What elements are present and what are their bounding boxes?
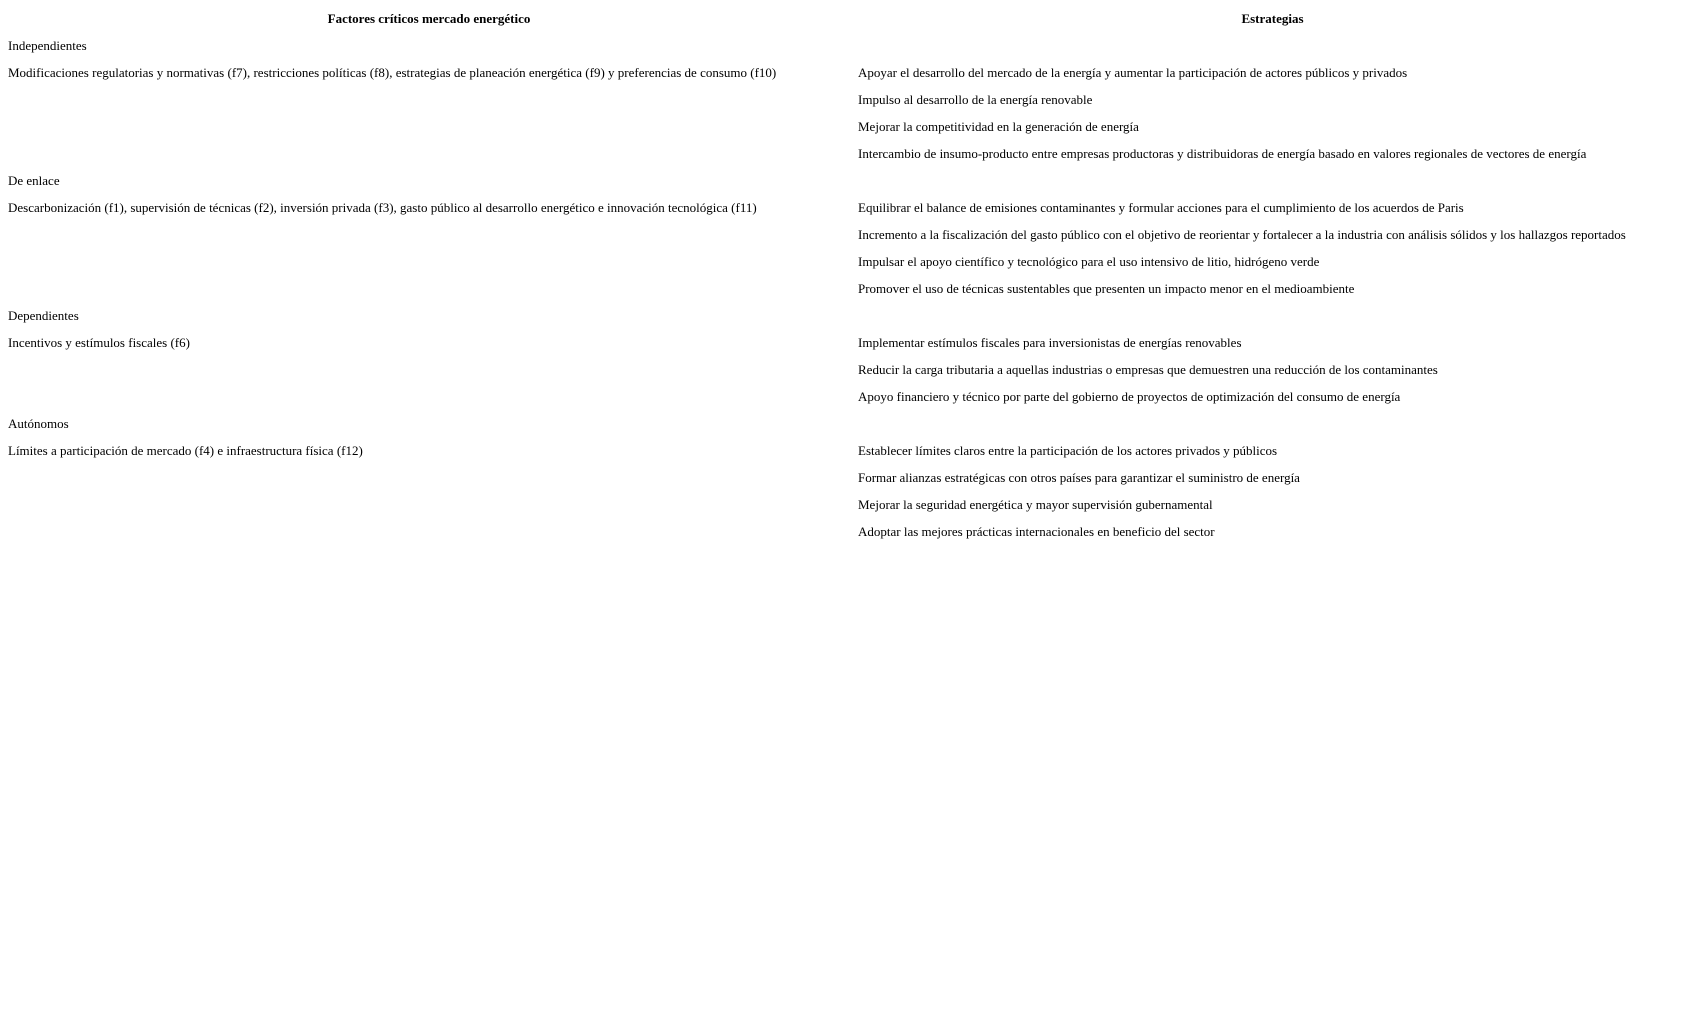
category-label: De enlace bbox=[8, 173, 60, 188]
table-row bbox=[0, 383, 1687, 410]
table-row bbox=[0, 275, 1687, 302]
table-row bbox=[0, 329, 1687, 356]
category-label: Autónomos bbox=[8, 416, 69, 431]
strategy-cell: Mejorar la seguridad energética y mayor supervisión gubernamental bbox=[858, 497, 1213, 512]
strategy-cell: Adoptar las mejores prácticas internacionales en beneficio del sector bbox=[858, 524, 1215, 539]
strategy-cell: Intercambio de insumo-producto entre empresas productoras y distribuidoras de energía basado en valores regionales de vectores de energía bbox=[858, 146, 1587, 161]
table-row bbox=[0, 356, 1687, 383]
strategy-cell: Mejorar la competitividad en la generación de energía bbox=[858, 119, 1139, 134]
factor-cell: Modificaciones regulatorias y normativas (f7), restricciones políticas (f8), estrategias de planeación energética (f9) y preferencias de consumo (f10) bbox=[8, 65, 777, 80]
strategies-table bbox=[0, 5, 1687, 545]
factor-cell: Incentivos y estímulos fiscales (f6) bbox=[8, 335, 190, 350]
strategy-cell: Equilibrar el balance de emisiones contaminantes y formular acciones para el cumplimiento de los acuerdos de Paris bbox=[858, 200, 1464, 215]
category-label: Independientes bbox=[8, 38, 87, 53]
header-strategies: Estrategias bbox=[1241, 11, 1304, 26]
table-row bbox=[0, 140, 1687, 167]
table-row bbox=[0, 491, 1687, 518]
strategy-cell: Impulso al desarrollo de la energía renovable bbox=[858, 92, 1093, 107]
table-row bbox=[0, 113, 1687, 140]
category-row bbox=[0, 410, 1687, 437]
table-row bbox=[0, 464, 1687, 491]
table-row bbox=[0, 518, 1687, 545]
category-row bbox=[0, 32, 1687, 59]
table-row bbox=[0, 194, 1687, 221]
header-factors: Factores críticos mercado energético bbox=[327, 11, 531, 26]
table-row bbox=[0, 59, 1687, 86]
factor-cell: Límites a participación de mercado (f4) e infraestructura física (f12) bbox=[8, 443, 363, 458]
table-row bbox=[0, 221, 1687, 248]
strategy-cell: Implementar estímulos fiscales para inversionistas de energías renovables bbox=[858, 335, 1242, 350]
strategy-cell: Incremento a la fiscalización del gasto público con el objetivo de reorientar y fortalecer a la industria con análisis sólidos y los hallazgos reportados bbox=[858, 227, 1626, 242]
category-row bbox=[0, 167, 1687, 194]
strategy-cell: Impulsar el apoyo científico y tecnológico para el uso intensivo de litio, hidrógeno verde bbox=[858, 254, 1320, 269]
factor-cell: Descarbonización (f1), supervisión de técnicas (f2), inversión privada (f3), gasto público al desarrollo energético e innovación tecnológica (f11) bbox=[8, 200, 757, 215]
strategy-cell: Reducir la carga tributaria a aquellas industrias o empresas que demuestren una reducción de los contaminantes bbox=[858, 362, 1438, 377]
table-row bbox=[0, 86, 1687, 113]
category-label: Dependientes bbox=[8, 308, 79, 323]
strategy-cell: Formar alianzas estratégicas con otros países para garantizar el suministro de energía bbox=[858, 470, 1300, 485]
strategy-cell: Promover el uso de técnicas sustentables que presenten un impacto menor en el medioambiente bbox=[858, 281, 1355, 296]
strategy-cell: Establecer límites claros entre la participación de los actores privados y públicos bbox=[858, 443, 1278, 458]
strategy-cell: Apoyar el desarrollo del mercado de la energía y aumentar la participación de actores públicos y privados bbox=[858, 65, 1408, 80]
category-row bbox=[0, 302, 1687, 329]
strategy-cell: Apoyo financiero y técnico por parte del gobierno de proyectos de optimización del consumo de energía bbox=[858, 389, 1401, 404]
table-row bbox=[0, 248, 1687, 275]
header-row bbox=[0, 5, 1687, 32]
table-row bbox=[0, 437, 1687, 464]
